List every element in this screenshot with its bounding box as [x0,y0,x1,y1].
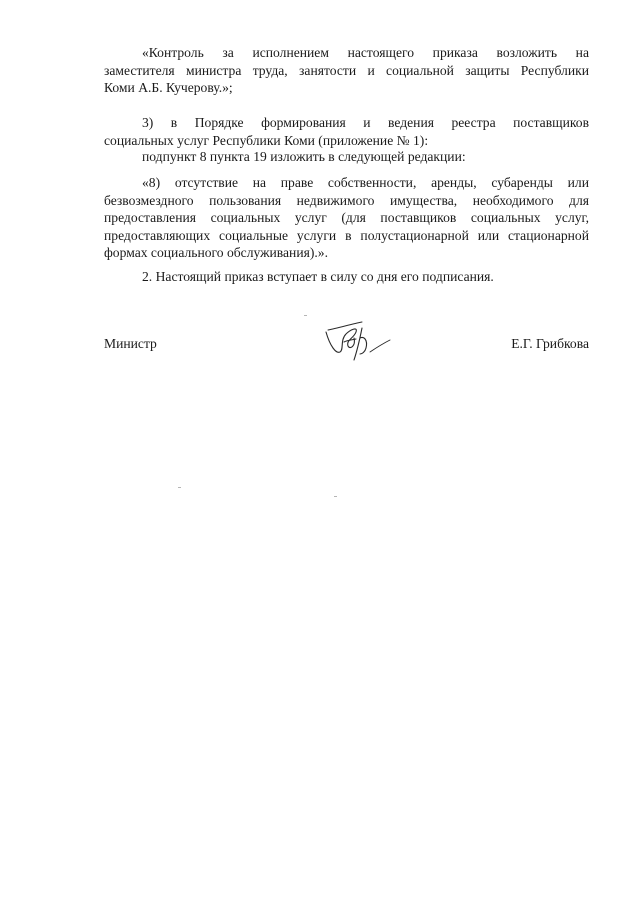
text-line: подпункт 8 пункта 19 изложить в следующей редакции: [142,149,466,164]
text-line: предоставляющих социальные услуги в полустационарной или стационарной [104,227,589,243]
text-line: «Контроль за исполнением настоящего приказа возложить на [142,45,589,60]
paragraph-subclause-intro [104,148,589,166]
paragraph-effective-date [104,268,589,286]
signatory-title: Министр [104,336,157,351]
text-line: 2. Настоящий приказ вступает в силу со дня его подписания. [142,269,494,284]
text-line: формах социального обслуживания).». [104,245,328,260]
paragraph-control-clause [104,44,589,97]
scan-speck [178,487,181,488]
handwritten-signature [318,318,408,368]
text-line: «8) отсутствие на праве собственности, аренды, субаренды или [142,175,589,190]
text-line: Коми А.Б. Кучерову.»; [104,80,233,95]
text-line: предоставления социальных услуг (для поставщиков социальных услуг, [104,210,589,225]
paragraph-registry-procedure [104,114,589,149]
signatory-name: Е.Г. Грибкова [511,336,589,351]
text-line: заместителя министра труда, занятости и социальной защиты Республики [104,62,589,78]
paragraph-subclause-8 [104,174,589,262]
text-line: безвозмездного пользования недвижимого имущества, необходимого для [104,192,589,208]
scan-speck [304,315,307,316]
scan-speck [334,496,337,497]
text-line: 3) в Порядке формирования и ведения реестра поставщиков [142,115,589,130]
text-line: социальных услуг Республики Коми (приложение № 1): [104,132,429,148]
